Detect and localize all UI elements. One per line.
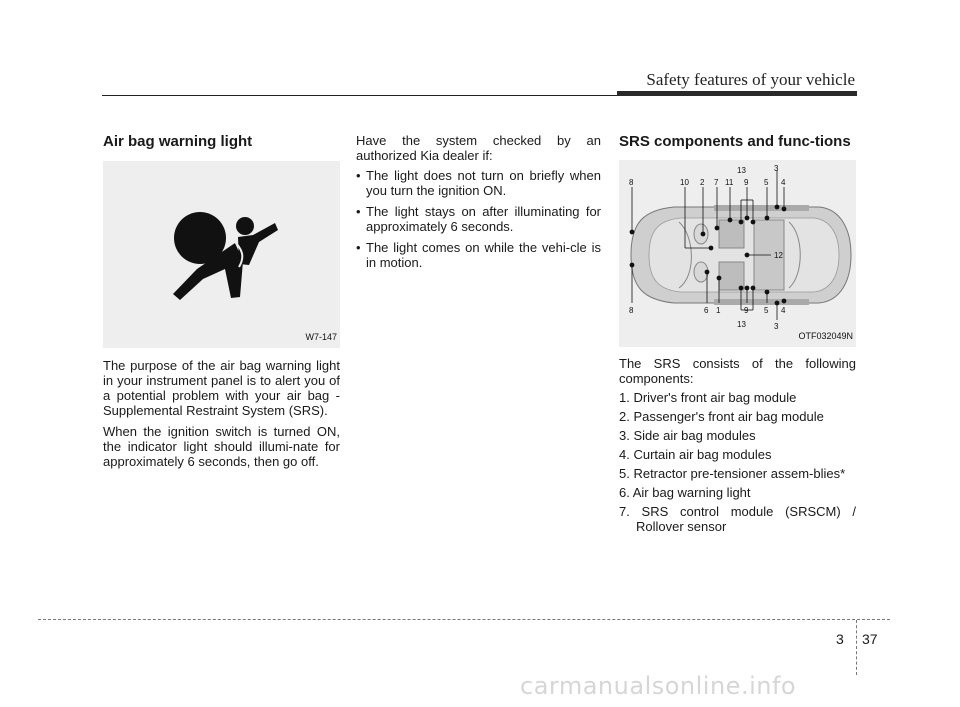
list-item: 2. Passenger's front air bag module	[619, 409, 824, 424]
section-title: Safety features of your vehicle	[646, 70, 855, 89]
bullet-list	[356, 168, 601, 270]
page-number: 37	[862, 631, 878, 647]
srs-components-heading: SRS components and func-tions	[619, 133, 851, 150]
label-2: 2	[700, 178, 705, 187]
middle-column	[356, 133, 601, 276]
label-9-bottom: 9	[744, 306, 749, 315]
label-3-bottom: 3	[774, 322, 779, 331]
header-rule-accent	[617, 91, 857, 96]
figure-caption: W7-147	[305, 332, 337, 342]
label-8-top: 8	[629, 178, 634, 187]
list-item: 4. Curtain air bag modules	[619, 447, 772, 462]
components-list	[619, 390, 856, 534]
srs-diagram-figure	[619, 160, 856, 347]
label-4-top: 4	[781, 178, 786, 187]
paragraph: Have the system checked by an authorized Kia dealer if:	[356, 133, 601, 163]
list-item: 1. Driver's front air bag module	[619, 390, 797, 405]
airbag-warning-icon	[103, 161, 340, 348]
paragraph: When the ignition switch is turned ON, the indicator light should illumi-nate for approximately 6 seconds, then go off.	[103, 424, 340, 469]
label-10: 10	[680, 178, 689, 187]
figure-caption: OTF032049N	[798, 331, 853, 341]
srs-car-diagram	[619, 160, 856, 347]
chapter-number: 3	[836, 631, 844, 647]
list-item: • The light does not turn on briefly when you turn the ignition ON.	[356, 168, 601, 198]
list-item: 5. Retractor pre-tensioner assem-blies*	[619, 466, 846, 481]
label-6: 6	[704, 306, 709, 315]
label-13-top: 13	[737, 166, 746, 175]
right-column	[619, 133, 856, 538]
paragraph: The SRS consists of the following components:	[619, 356, 856, 386]
label-11: 11	[725, 178, 734, 187]
watermark: carmanualsonline.info	[520, 672, 797, 700]
list-item: • The light stays on after illuminating for approximately 6 seconds.	[356, 204, 601, 234]
airbag-warning-figure	[103, 161, 340, 348]
airbag-warning-heading: Air bag warning light	[103, 133, 253, 150]
list-item: • The light comes on while the vehi-cle is in motion.	[356, 240, 601, 270]
label-3-top: 3	[774, 164, 779, 173]
paragraph: The purpose of the air bag warning light in your instrument panel is to alert you of a potential problem with your air bag - Supplemental Restraint System (SRS).	[103, 358, 340, 418]
label-4-bottom: 4	[781, 306, 786, 315]
label-7: 7	[714, 178, 719, 187]
label-5-bottom: 5	[764, 306, 769, 315]
label-1: 1	[716, 306, 721, 315]
label-9-top: 9	[744, 178, 749, 187]
label-13-bottom: 13	[737, 320, 746, 329]
label-8-bottom: 8	[629, 306, 634, 315]
list-item: 3. Side air bag modules	[619, 428, 756, 443]
left-column	[103, 133, 340, 475]
list-item: 6. Air bag warning light	[619, 485, 751, 500]
label-12: 12	[774, 251, 783, 260]
list-item: 7. SRS control module (SRSCM) / Rollover sensor	[619, 504, 856, 534]
label-5-top: 5	[764, 178, 769, 187]
footer-divider	[856, 620, 857, 675]
footer-rule	[38, 619, 890, 620]
